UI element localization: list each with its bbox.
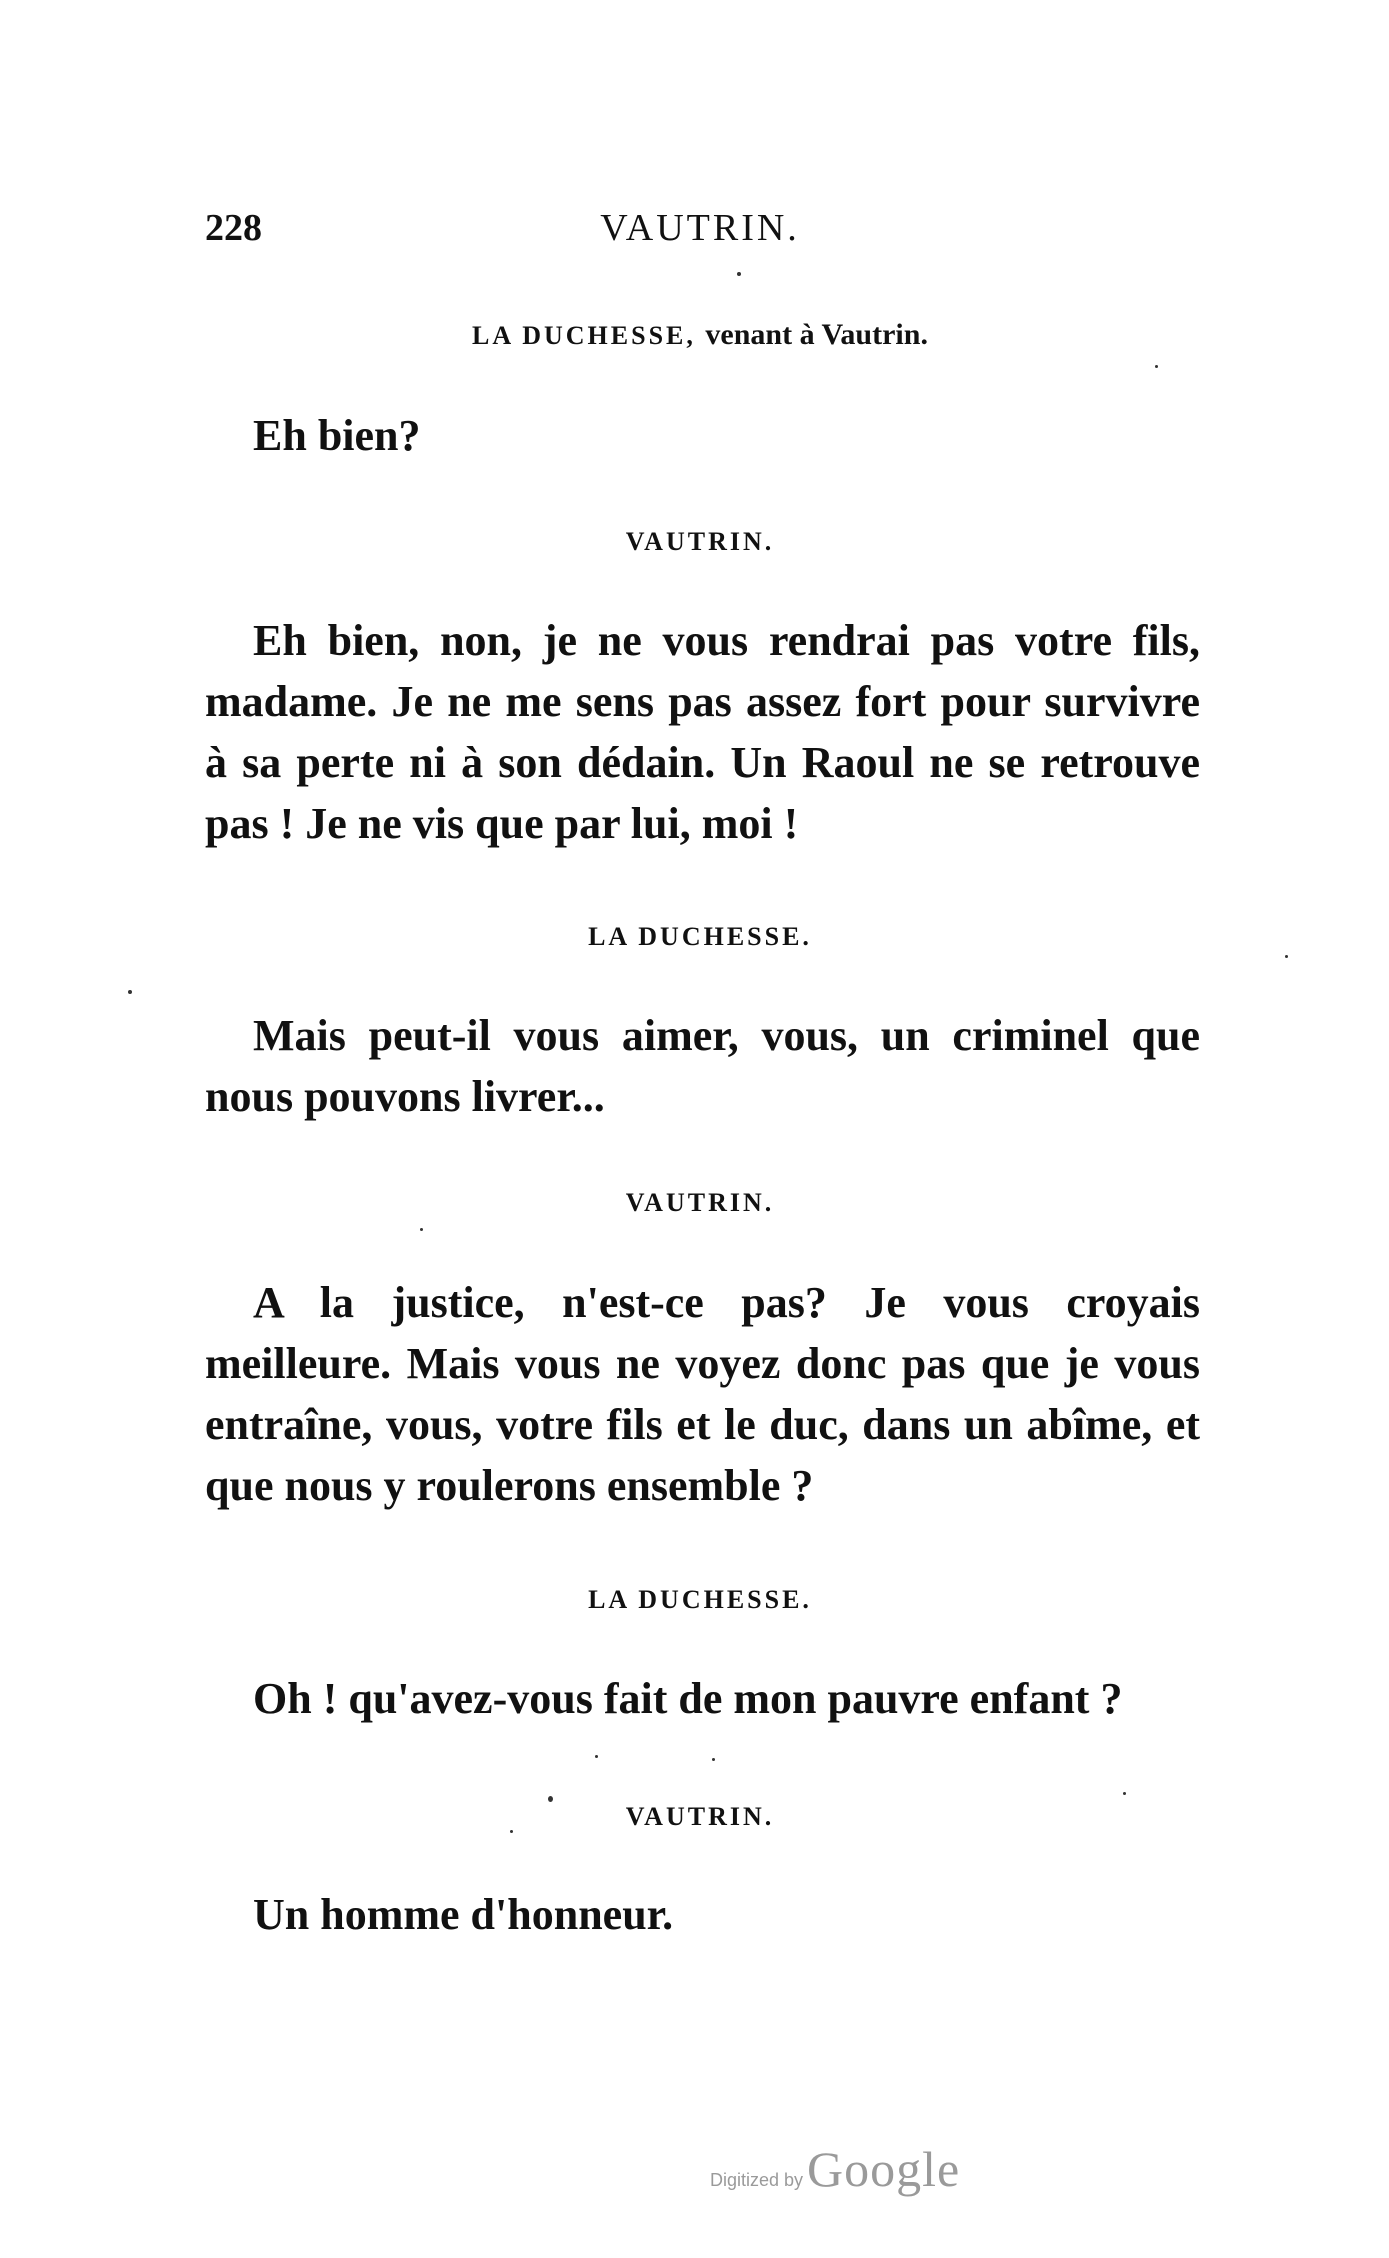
speaker-name: LA DUCHESSE. [588,922,812,951]
speech-line: Mais peut-il vous aimer, vous, un criminel que [253,1011,1200,1060]
scan-speck [1285,955,1288,958]
speaker-name: LA DUCHESSE. [588,1585,812,1614]
digitized-by-watermark [710,2140,960,2198]
speech-line: madame. Je ne me sens pas assez fort pour survivre [205,677,1200,726]
scan-speck [548,1796,553,1802]
speech-line: Oh ! qu'avez-vous fait de mon pauvre enfant ? [253,1674,1123,1723]
speech-line: nous pouvons livrer... [205,1072,605,1121]
scan-speck [1123,1792,1126,1795]
speaker-label [205,1585,1195,1615]
speech-line: Eh bien, non, je ne vous rendrai pas votre fils, [253,616,1200,665]
scan-speck [595,1755,598,1758]
speaker-label [205,922,1195,952]
speech-paragraph [205,1272,1200,1516]
google-logo: Google [807,2141,961,2197]
scan-speck [712,1758,715,1761]
watermark-prefix: Digitized by [710,2170,804,2190]
speaker-label [205,1802,1195,1832]
scan-speck [128,990,132,994]
speaker-label [205,318,1195,352]
page-number: 228 [205,207,262,249]
speech-line: à sa perte ni à son dédain. Un Raoul ne se retrouve [205,738,1200,787]
speaker-name: LA DUCHESSE, [472,321,696,350]
speech-line: abîme, et que nous y roulerons ensemble ? [205,1400,1201,1510]
speech-paragraph [205,1005,1200,1127]
speech-line: vous entraîne, vous, votre fils et le duc, dans un [205,1339,1200,1449]
speech-line: pas ! Je ne vis que par lui, moi ! [205,799,799,848]
scan-speck [737,272,741,276]
speech-paragraph [205,1668,1200,1729]
speaker-name: VAUTRIN. [625,527,775,556]
scan-speck [510,1830,513,1833]
scan-speck [420,1228,423,1231]
speech-line: Un homme d'honneur. [253,1890,674,1939]
speech-paragraph [205,405,1200,466]
stage-direction: venant à Vautrin. [705,318,928,351]
page-header [205,200,1195,260]
speaker-label [205,1188,1195,1218]
speaker-name: VAUTRIN. [625,1188,775,1217]
running-title: VAUTRIN. [600,207,800,249]
speech-line: Eh bien? [253,411,421,460]
scan-speck [1155,365,1158,368]
speech-paragraph [205,1884,1200,1945]
speaker-name: VAUTRIN. [625,1802,775,1831]
speech-paragraph [205,610,1200,854]
speech-line: meilleure. Mais vous ne voyez donc pas que je [205,1339,1099,1388]
speech-line: A la justice, n'est-ce pas? Je vous croyais [253,1278,1200,1327]
speaker-label [205,527,1195,557]
